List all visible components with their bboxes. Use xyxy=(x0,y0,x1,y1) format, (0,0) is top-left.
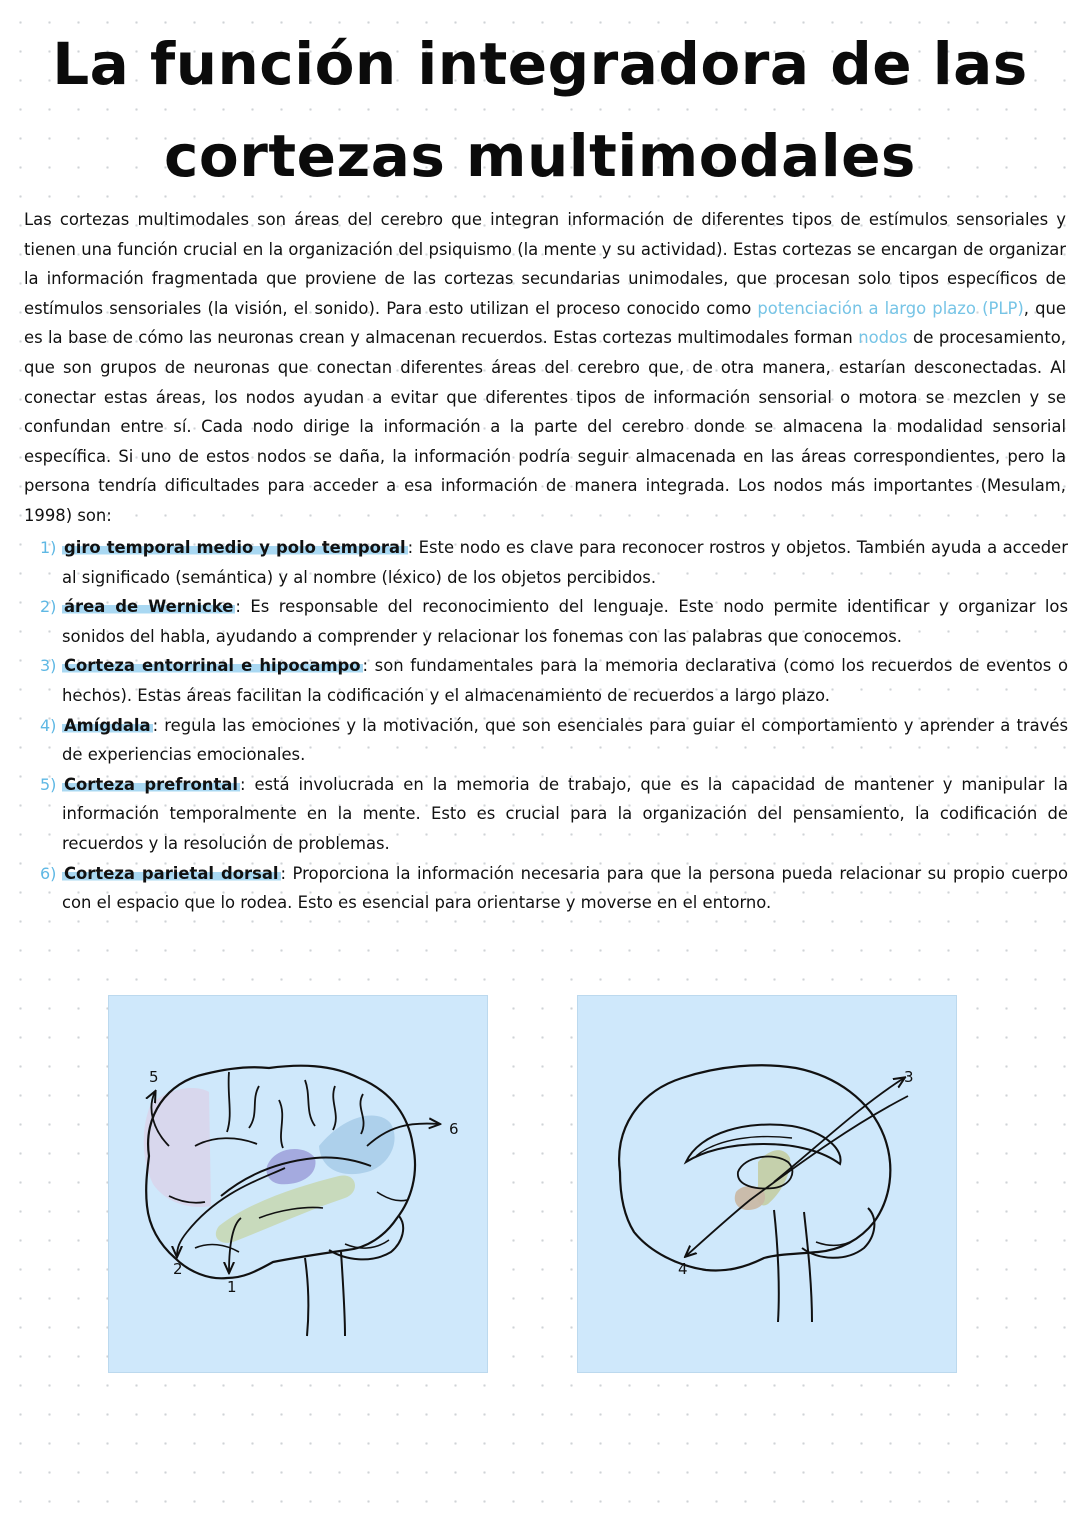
item-term: Corteza entorrinal e hipocampo xyxy=(64,656,361,676)
intro-text-3: de procesamiento, que son grupos de neuronas que conectan diferentes áreas del cerebro que, de otra manera, estarían desconectadas. Al conectar estas áreas, los nodos ayudan a evitar que diferentes tipos de información sensorial o motora se mezclen y se confundan entre sí. Cada nodo dirige la información a la parte del cerebro donde se almacena la modalidad sensorial específica. Si uno de estos nodos se daña, la información podría seguir almacenada en las áreas correspondientes, pero la persona tendría dificultades para acceder a esa información de manera integrada. Los nodos más importantes (Mesulam, 1998) son: xyxy=(24,328,1066,525)
lateral-brain-drawing xyxy=(109,996,487,1372)
item-number: 6) xyxy=(40,863,57,883)
arrow-4 xyxy=(686,1096,908,1256)
item-text: : está involucrada en la memoria de trabajo, que es la capacidad de mantener y manipular la información temporalmente en la mente. Esto es crucial para la organización del pensamiento, la codificación de recuerdos y la resolución de problemas. xyxy=(62,774,1068,853)
list-item xyxy=(40,651,1068,710)
prefrontal-region xyxy=(144,1088,211,1207)
item-term: giro temporal medio y polo temporal xyxy=(64,538,406,557)
lateral-brain-figure xyxy=(108,995,488,1373)
item-number: 2) xyxy=(40,597,57,617)
item-text: : Es responsable del reconocimiento del lenguaje. Este nodo permite identificar y organizar los sonidos del habla, ayudando a comprender y relacionar los fonemas con las palabras que conocemos. xyxy=(62,597,1068,646)
label-1: 1 xyxy=(227,1278,237,1296)
list-item xyxy=(40,770,1068,859)
item-term: Amígdala xyxy=(64,715,151,735)
item-text: : Este nodo es clave para reconocer rostros y objetos. También ayuda a acceder al significado (semántica) y al nombre (léxico) de los objetos percibidos. xyxy=(62,538,1068,587)
brainstem xyxy=(774,1210,812,1322)
list-item xyxy=(40,533,1068,592)
label-3: 3 xyxy=(904,1068,914,1086)
item-number: 4) xyxy=(40,715,57,735)
item-number: 5) xyxy=(40,774,57,794)
brain-outline xyxy=(619,1065,890,1270)
item-term: Corteza parietal dorsal xyxy=(64,863,279,883)
item-number: 3) xyxy=(40,656,57,676)
item-text: : son fundamentales para la memoria declarativa (como los recuerdos de eventos o hechos). Estas áreas facilitan la codificación y el almacenamiento de recuerdos a largo plazo. xyxy=(62,656,1068,705)
brainstem xyxy=(305,1252,345,1336)
nodes-list xyxy=(40,533,1068,918)
sagittal-brain-figure xyxy=(577,995,957,1373)
nodos-term: nodos xyxy=(858,328,908,348)
list-item xyxy=(40,711,1068,770)
list-item xyxy=(40,859,1068,918)
plp-term: potenciación a largo plazo (PLP) xyxy=(757,298,1024,318)
item-number: 1) xyxy=(40,538,57,557)
label-4: 4 xyxy=(678,1260,688,1278)
label-2: 2 xyxy=(173,1260,183,1278)
page-title: La función integradora de las cortezas multimodales xyxy=(52,30,1028,190)
intro-text-1: Las cortezas multimodales son áreas del cerebro que integran información de diferentes tipos de estímulos sensoriales y tienen una función crucial en la organización del psiquismo (la mente y su actividad). Estas cortezas se encargan de organizar la información fragmentada que proviene de las cortezas secundarias unimodales, que procesan solo tipos específicos de estímulos sensoriales (la visión, el sonido). Para esto utilizan el proceso conocido como xyxy=(24,210,1066,318)
label-6: 6 xyxy=(449,1120,459,1138)
item-text: : Proporciona la información necesaria para que la persona pueda relacionar su propio cuerpo con el espacio que lo rodea. Esto es esencial para orientarse y moverse en el entorno. xyxy=(62,863,1068,913)
item-text: : regula las emociones y la motivación, que son esenciales para guiar el comportamiento y aprender a través de experiencias emocionales. xyxy=(62,715,1068,765)
label-5: 5 xyxy=(149,1068,159,1086)
amygdala-region xyxy=(735,1186,765,1210)
list-item xyxy=(40,592,1068,651)
item-term: área de Wernicke xyxy=(64,597,234,617)
item-term: Corteza prefrontal xyxy=(64,774,238,794)
sagittal-brain-drawing xyxy=(578,996,956,1372)
intro-text-2: , que es la base de cómo las neuronas crean y almacenan recuerdos. Estas cortezas multimodales forman xyxy=(24,298,1066,348)
arrow-3 xyxy=(774,1078,904,1182)
intro-paragraph xyxy=(24,205,1066,531)
parietal-region xyxy=(319,1115,395,1174)
